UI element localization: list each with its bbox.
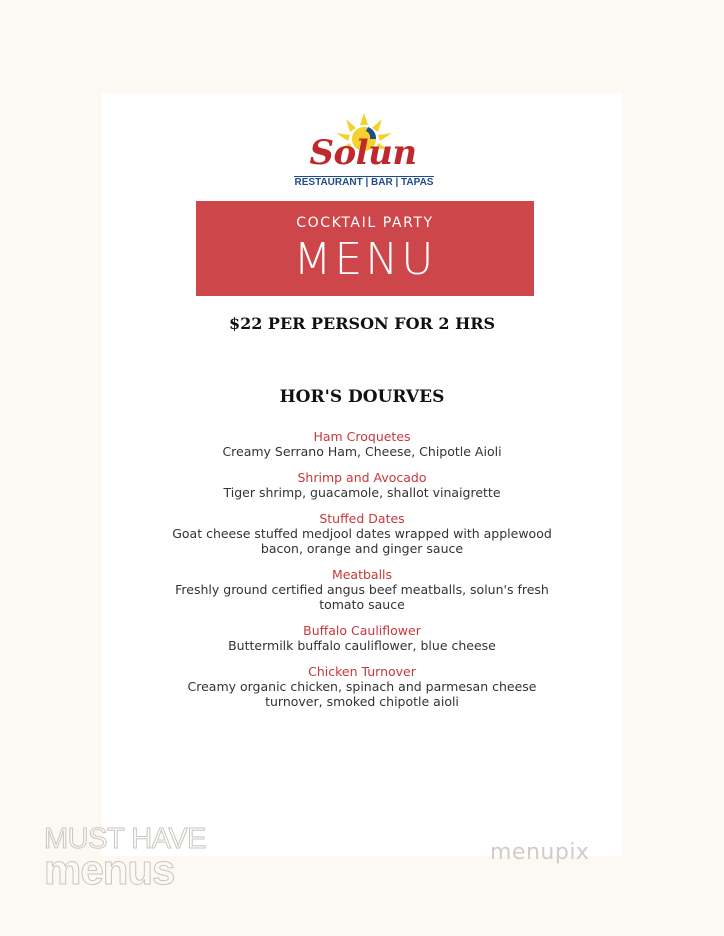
menu-item	[102, 623, 622, 653]
watermark-line-2: menus	[44, 846, 175, 893]
menupix-watermark: menupix	[490, 840, 590, 865]
menu-items	[102, 429, 622, 720]
menu-item	[102, 429, 622, 459]
restaurant-logo	[290, 111, 438, 191]
menu-banner	[196, 201, 534, 296]
musthavemenus-watermark	[44, 823, 234, 893]
item-description: Creamy organic chicken, spinach and parmesan cheese turnover, smoked chipotle aioli	[187, 679, 537, 709]
logo-tagline: RESTAURANT | BAR | TAPAS	[294, 177, 434, 188]
item-description: Freshly ground certified angus beef meatballs, solun's fresh tomato sauce	[175, 582, 549, 612]
item-name: Ham Croquetes	[313, 429, 411, 444]
item-name: Shrimp and Avocado	[297, 470, 427, 485]
item-name: Buffalo Cauliflower	[303, 623, 421, 638]
price-line: $22 PER PERSON FOR 2 HRS	[228, 314, 496, 333]
menu-item	[102, 567, 622, 612]
item-description: Creamy Serrano Ham, Cheese, Chipotle Aioli	[222, 444, 502, 459]
banner-title: MENU	[293, 234, 437, 285]
watermark-line-1: MUST HAVE	[44, 823, 207, 855]
item-name: Chicken Turnover	[308, 664, 416, 679]
logo-wordmark: Solun	[309, 133, 417, 173]
item-description: Tiger shrimp, guacamole, shallot vinaigrette	[223, 485, 501, 500]
item-description: Goat cheese stuffed medjool dates wrapped with applewood bacon, orange and ginger sauce	[172, 526, 552, 556]
banner-subtitle: COCKTAIL PARTY	[296, 215, 434, 231]
item-name: Stuffed Dates	[319, 511, 405, 526]
menu-item	[102, 511, 622, 556]
menu-item	[102, 470, 622, 500]
item-description: Buttermilk buffalo cauliflower, blue cheese	[228, 638, 496, 653]
section-title: HOR'S DOURVES	[279, 387, 445, 407]
menu-sheet	[102, 93, 622, 856]
item-name: Meatballs	[331, 567, 393, 582]
menu-item	[102, 664, 622, 709]
